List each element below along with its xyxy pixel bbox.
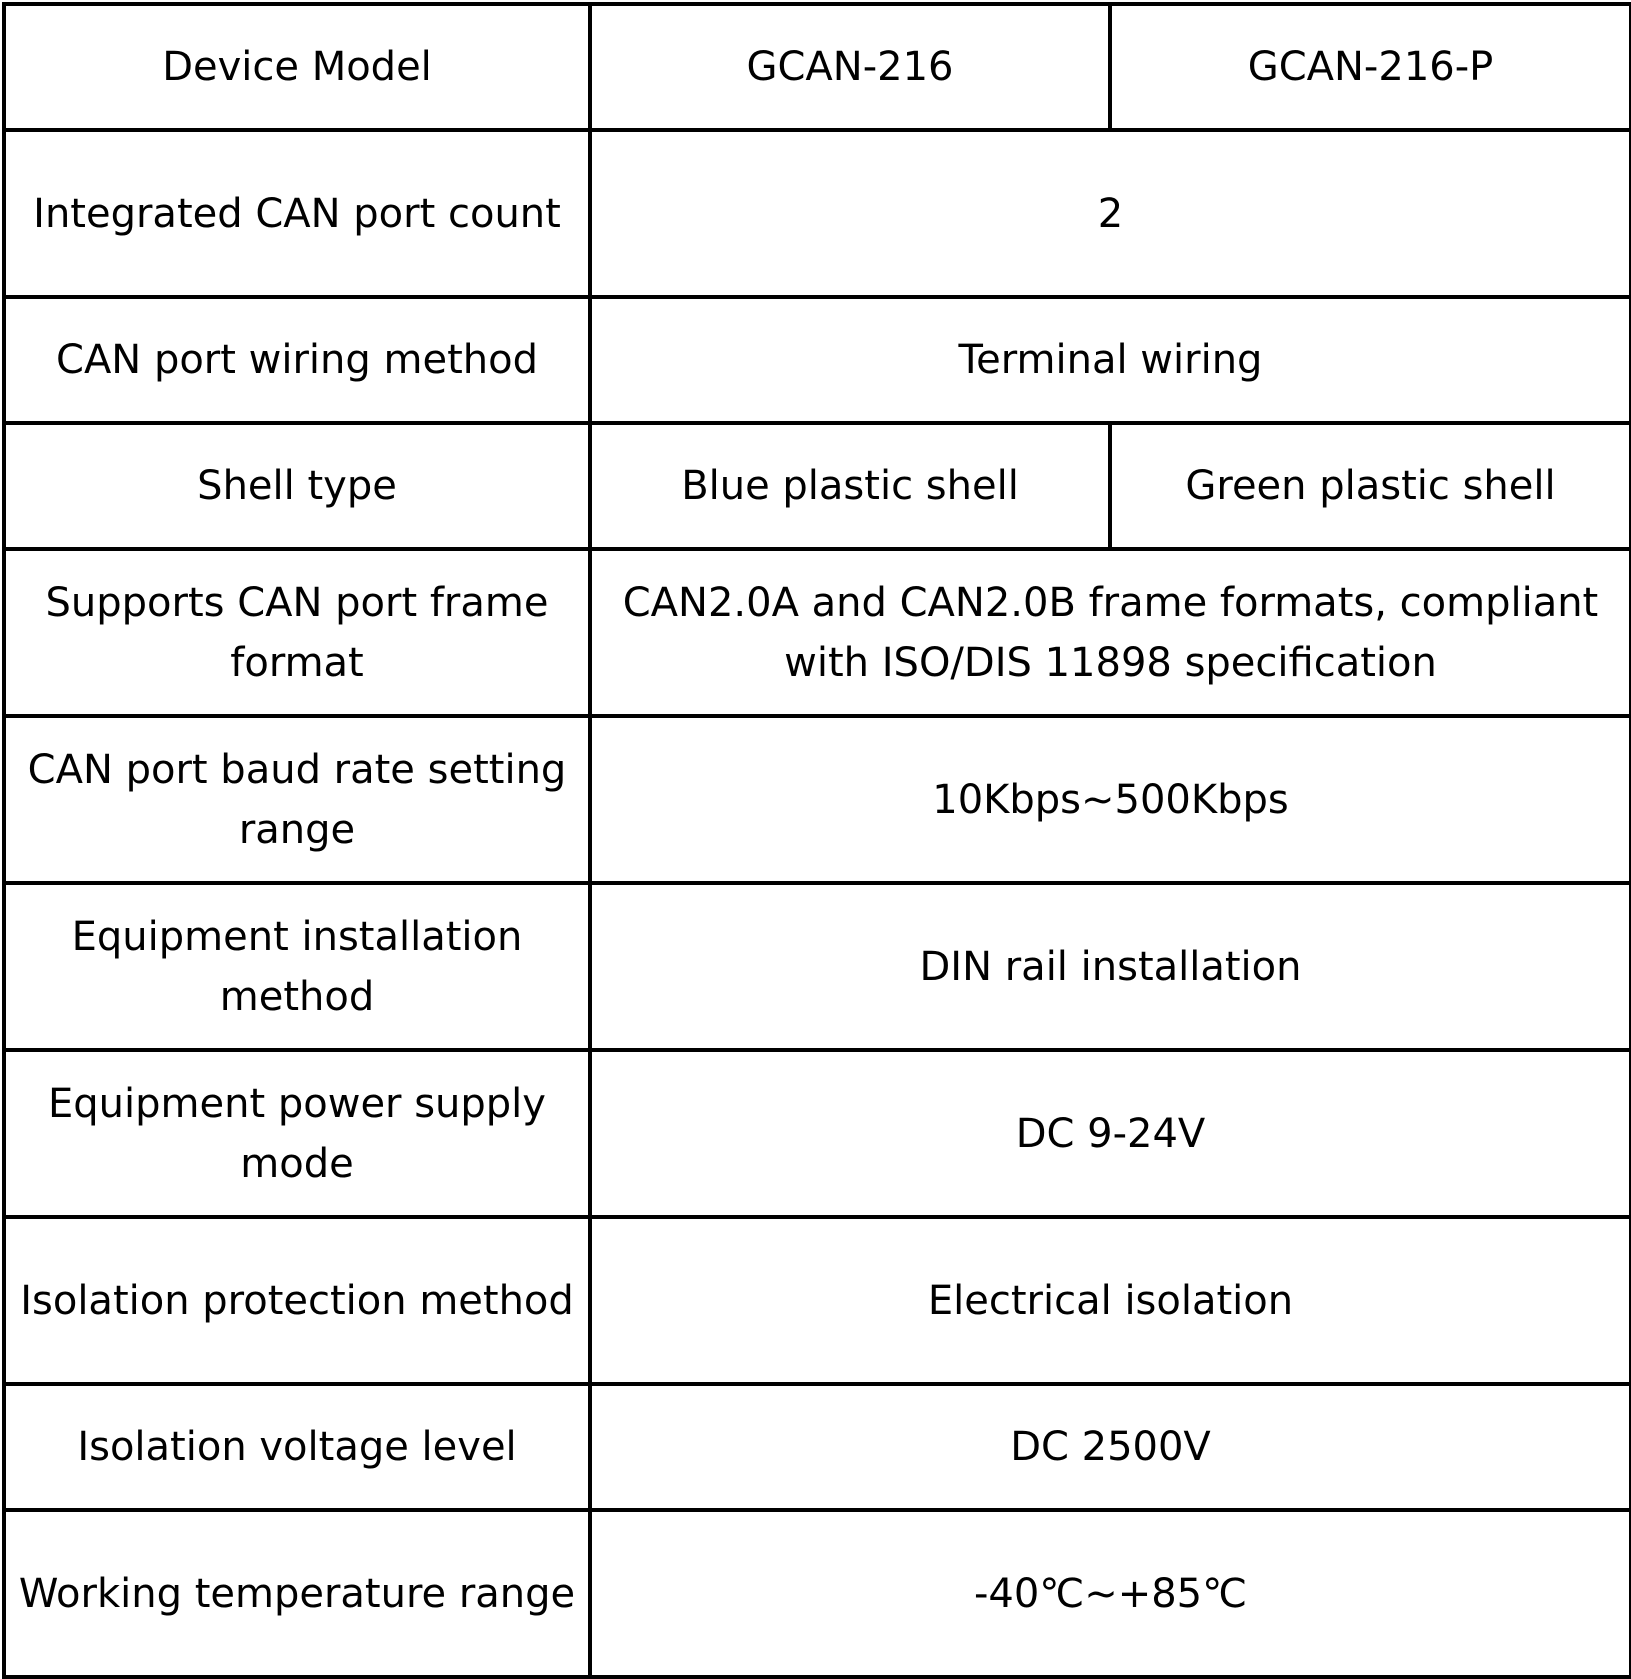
row-value-b-cell: Green plastic shell [1110, 423, 1631, 549]
row-value-cell: Terminal wiring [590, 297, 1631, 423]
header-model-b-cell: GCAN-216-P [1110, 4, 1631, 130]
table-row [4, 423, 1631, 549]
row-label-cell: Equipment installation method [4, 883, 590, 1050]
table-row [4, 297, 1631, 423]
table-row [4, 1510, 1631, 1677]
table-row [4, 883, 1631, 1050]
row-label-cell: Isolation protection method [4, 1217, 590, 1384]
row-value-cell: 10Kbps~500Kbps [590, 716, 1631, 883]
row-value-a-cell: Blue plastic shell [590, 423, 1110, 549]
row-value-cell: Electrical isolation [590, 1217, 1631, 1384]
table-row [4, 130, 1631, 297]
row-label-cell: Supports CAN port frame format [4, 549, 590, 716]
row-label-cell: CAN port wiring method [4, 297, 590, 423]
spec-table [2, 2, 1631, 1679]
table-row [4, 716, 1631, 883]
row-label-cell: Working temperature range [4, 1510, 590, 1677]
table-row [4, 549, 1631, 716]
header-label-cell: Device Model [4, 4, 590, 130]
table-row [4, 1050, 1631, 1217]
row-label-cell: Isolation voltage level [4, 1384, 590, 1510]
table-row [4, 1217, 1631, 1384]
table-row-header [4, 4, 1631, 130]
row-label-cell: CAN port baud rate setting range [4, 716, 590, 883]
row-value-cell: DC 2500V [590, 1384, 1631, 1510]
row-value-cell: CAN2.0A and CAN2.0B frame formats, compliant with ISO/DIS 11898 specification [590, 549, 1631, 716]
row-label-cell: Equipment power supply mode [4, 1050, 590, 1217]
row-label-cell: Shell type [4, 423, 590, 549]
header-model-a-cell: GCAN-216 [590, 4, 1110, 130]
table-row [4, 1384, 1631, 1510]
row-value-cell: -40℃~+85℃ [590, 1510, 1631, 1677]
row-value-cell: DIN rail installation [590, 883, 1631, 1050]
row-value-cell: 2 [590, 130, 1631, 297]
row-label-cell: Integrated CAN port count [4, 130, 590, 297]
row-value-cell: DC 9-24V [590, 1050, 1631, 1217]
